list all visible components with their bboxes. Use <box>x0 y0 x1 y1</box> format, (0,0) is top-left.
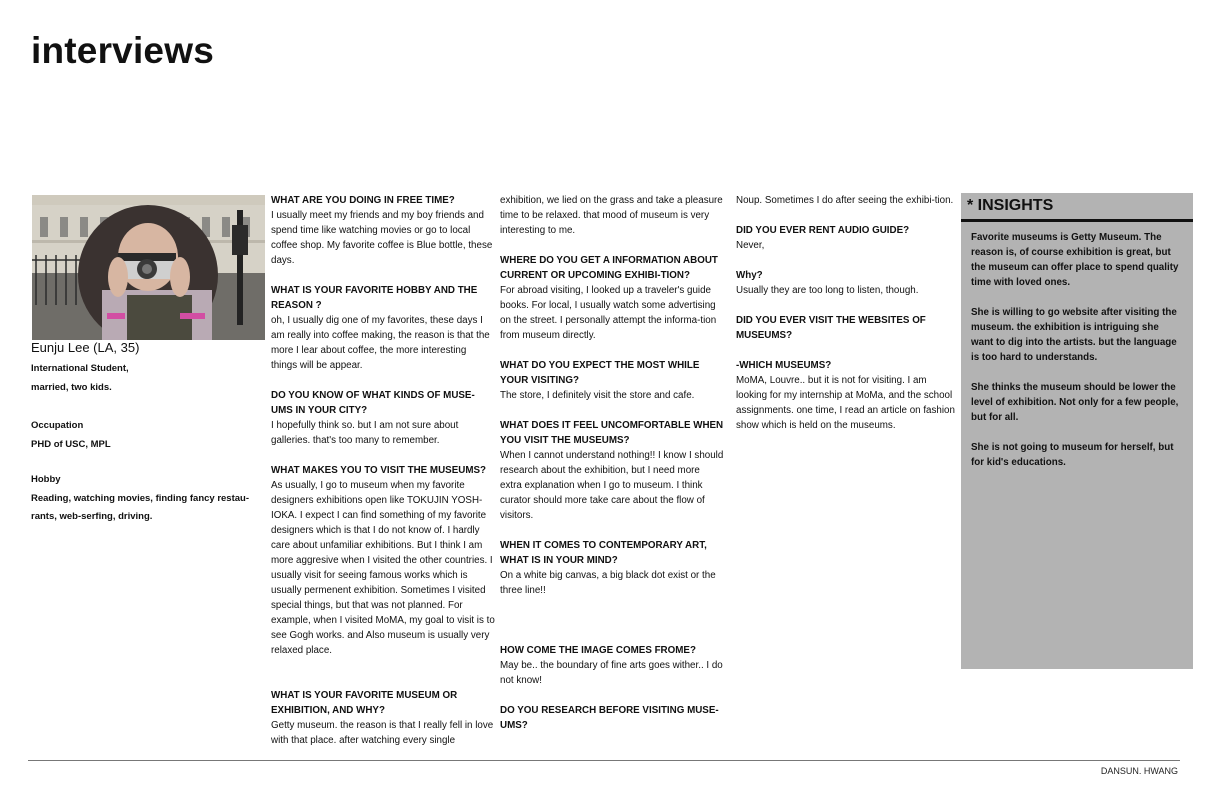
hobby-value-line-2: rants, web-serfing, driving. <box>31 511 153 522</box>
profile-line-2: married, two kids. <box>31 382 112 393</box>
answer: Never, <box>736 240 765 251</box>
question: WHAT DOES IT FEEL UNCOMFORTABLE WHEN YOU VISIT THE MUSEUMS? <box>500 420 724 446</box>
interview-column-2 <box>500 193 724 733</box>
answer: When I cannot understand nothing!! I know I should research about the exhibition, but I need more extra explanation when I go to museum. I think curator should more take care about the flow of visitors. <box>500 450 724 521</box>
insights-heading: * INSIGHTS <box>961 193 1193 222</box>
answer: exhibition, we lied on the grass and take a pleasure time to be relaxed. that mood of museum is very interesting to me. <box>500 195 723 236</box>
answer: Noup. Sometimes I do after seeing the exhibi-tion. <box>736 195 954 206</box>
question: WHAT ARE YOU DOING IN FREE TIME? <box>271 195 455 206</box>
answer: As usually, I go to museum when my favorite designers exhibitions open like TOKUJIN YOSH-IOKA. I expect I can find something of my favorite designers which is that I do not know of. I hardly care about unfamiliar exhibitions. But I think I am more aggresive when I visited the other countries. I usually visit for seeing famous works which is usually permenent exhibition. Sometimes I visited special things, but that was not planned. For example, when I visited MoMA, my goal to visit is to see Gogh works. and Also museum is usually very relaxed place. <box>271 480 495 656</box>
answer: The store, I definitely visit the store and cafe. <box>500 390 695 401</box>
interviewee-photo <box>32 195 265 340</box>
hobby-label: Hobby <box>31 474 61 485</box>
question: DID YOU EVER VISIT THE WEBSITES OF MUSEUMS? <box>736 315 926 341</box>
interview-column-3 <box>736 193 960 433</box>
insights-panel <box>961 193 1193 669</box>
question: Why? <box>736 270 763 281</box>
answer: May be.. the boundary of fine arts goes wither.. I do not know! <box>500 660 723 686</box>
question: WHAT MAKES YOU TO VISIT THE MUSEUMS? <box>271 465 486 476</box>
question: DO YOU KNOW OF WHAT KINDS OF MUSE-UMS IN YOUR CITY? <box>271 390 475 416</box>
insight-item: She thinks the museum should be lower the level of exhibition. Not only for a few people, but for all. <box>971 382 1179 423</box>
answer: Getty museum. the reason is that I really fell in love with that place. after watching every single <box>271 720 494 746</box>
insight-item: She is willing to go website after visiting the museum. the exhibition is intriguing she want to dig into the artists. but the language is too hard to understands. <box>971 307 1177 363</box>
insight-item: Favorite museums is Getty Museum. The reason is, of course exhibition is great, but the museum can offer place to spend quality time with loved ones. <box>971 232 1179 288</box>
question: WHERE DO YOU GET A INFORMATION ABOUT CURRENT OR UPCOMING EXHIBI-TION? <box>500 255 718 281</box>
insight-item: She is not going to museum for herself, but for kid's educations. <box>971 442 1174 468</box>
footer-divider <box>28 760 1180 761</box>
profile-line-1: International Student, <box>31 363 129 374</box>
question: DID YOU EVER RENT AUDIO GUIDE? <box>736 225 910 236</box>
answer: On a white big canvas, a big black dot exist or the three line!! <box>500 570 716 596</box>
occupation-value: PHD of USC, MPL <box>31 439 111 450</box>
hobby-value-line-1: Reading, watching movies, finding fancy restau- <box>31 493 250 504</box>
question: WHAT DO YOU EXPECT THE MOST WHILE YOUR VISITING? <box>500 360 700 386</box>
question: DO YOU RESEARCH BEFORE VISITING MUSE-UMS? <box>500 705 719 731</box>
page-title: interviews <box>31 30 214 71</box>
interview-column-1 <box>271 193 495 748</box>
occupation-label: Occupation <box>31 420 84 431</box>
answer: Usually they are too long to listen, though. <box>736 285 919 296</box>
question: WHAT IS YOUR FAVORITE HOBBY AND THE REASON ? <box>271 285 478 311</box>
question: HOW COME THE IMAGE COMES FROME? <box>500 645 696 656</box>
answer: For abroad visiting, I looked up a traveler's guide books. For local, I usually watch some advertising on the street. I personally attempt the informa-tion from museum directly. <box>500 285 717 341</box>
answer: MoMA, Louvre.. but it is not for visiting. I am looking for my internship at MoMa, and the school assignments. one time, I read an article on fashion show which is held on the museums. <box>736 375 955 431</box>
answer: I usually meet my friends and my boy friends and spend time like watching movies or go to local coffee shop. My favorite coffee is Blue bottle, these days. <box>271 210 493 266</box>
answer: I hopefully think so. but I am not sure about galleries. that's too many to remember. <box>271 420 459 446</box>
question: WHEN IT COMES TO CONTEMPORARY ART, WHAT IS IN YOUR MIND? <box>500 540 707 566</box>
question: -WHICH MUSEUMS? <box>736 360 832 371</box>
answer: oh, I usually dig one of my favorites, these days I am really into coffee making, the reason is that the more I lear about coffee, the more interesting things will be appear. <box>271 315 490 371</box>
footer-author: DANSUN. HWANG <box>1100 766 1178 776</box>
interviewee-name: Eunju Lee (LA, 35) <box>31 340 140 355</box>
question: WHAT IS YOUR FAVORITE MUSEUM OR EXHIBITION, AND WHY? <box>271 690 458 716</box>
